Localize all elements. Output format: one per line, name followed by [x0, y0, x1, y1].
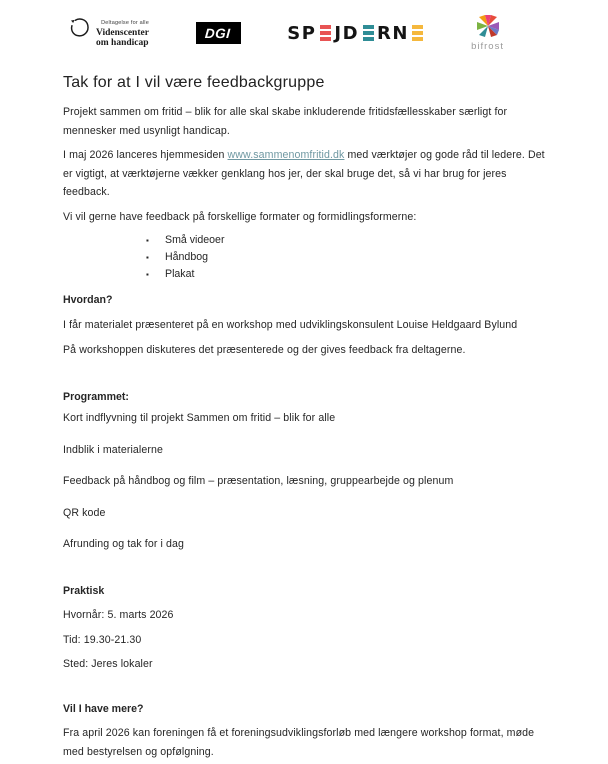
intro-paragraph-1: Projekt sammen om fritid – blik for alle skal skabe inkluderende fritidsfællesskaber særligt for mennesker med usynligt handicap. — [63, 106, 508, 137]
intro-paragraph-2-post: med værktøjer og gode råd til ledere. Det er vigtigt, at værktøjerne vækker genklang hos jer, der skal bruge det, så vi har brug for jeres feedback. — [63, 149, 545, 198]
format-item-label: Håndbog — [165, 251, 209, 263]
programmet-heading: Programmet: — [63, 390, 129, 403]
format-item-label: Små videoer — [165, 234, 225, 246]
praktisk-item-time: Tid: 19.30-21.30 — [63, 633, 142, 646]
list-item — [146, 249, 546, 266]
programmet-item: Indblik i materialerne — [63, 443, 163, 456]
hvordan-paragraph-2: På workshoppen diskuteres det præsenterede og der gives feedback fra deltagerne. — [63, 344, 466, 356]
intro-paragraph-2 — [63, 146, 546, 202]
bifrost-logo-label: bifrost — [471, 41, 504, 52]
videnscenter-text — [96, 17, 149, 49]
videnscenter-name-line2: om handicap — [96, 38, 149, 49]
programmet-item: Kort indflyvning til projekt Sammen om fritid – blik for alle — [63, 412, 336, 424]
hvordan-heading: Hvordan? — [63, 294, 113, 306]
videnscenter-logo — [69, 17, 149, 49]
list-item — [146, 266, 546, 283]
bullet-icon: ▪ — [146, 253, 149, 262]
sammenomfritid-link[interactable]: www.sammenomfritid.dk — [227, 149, 345, 161]
spejderne-letters-rn: RN — [377, 22, 409, 44]
logo-band — [69, 10, 504, 56]
spejderne-e-teal-icon — [363, 25, 374, 41]
format-item-label: Plakat — [165, 268, 195, 280]
bifrost-logo — [471, 14, 504, 52]
programmet-item: Afrunding og tak for i dag — [63, 538, 184, 550]
intro-paragraph-3: Vi vil gerne have feedback på forskellige formater og formidlingsformerne: — [63, 210, 417, 223]
hvordan-paragraph-1: I får materialet præsenteret på en workshop med udviklingskonsulent Louise Heldgaard Bylund — [63, 318, 518, 331]
bullet-icon: ▪ — [146, 270, 149, 279]
page-title: Tak for at I vil være feedbackgruppe — [63, 74, 325, 91]
bullet-icon: ▪ — [146, 236, 149, 245]
videnscenter-tagline: Deltagelse for alle — [101, 20, 149, 27]
spejderne-letters-sp: SP — [287, 22, 317, 44]
spejderne-letters-jd: JD — [334, 22, 360, 44]
spejderne-e-yellow-icon — [412, 25, 423, 41]
formats-list — [146, 232, 546, 283]
bifrost-mark-icon — [475, 14, 501, 40]
dgi-logo — [196, 22, 241, 44]
intro-paragraph-2-pre: I maj 2026 lanceres hjemmesiden — [63, 149, 228, 161]
dgi-logo-label: DGI — [204, 25, 232, 41]
programmet-item: QR kode — [63, 506, 106, 519]
spejderne-e-red-icon — [320, 25, 331, 41]
videnscenter-circle-icon — [69, 17, 91, 39]
videnscenter-name-line1: Videnscenter — [96, 27, 149, 38]
spejderne-logo — [287, 23, 424, 44]
mere-paragraph: Fra april 2026 kan foreningen få et foreningsudviklingsforløb med længere workshop format, møde med bestyrelsen og opfølgning. — [63, 727, 535, 758]
list-item — [146, 232, 546, 249]
programmet-item: Feedback på håndbog og film – præsentation, læsning, gruppearbejde og plenum — [63, 475, 454, 487]
praktisk-item-place: Sted: Jeres lokaler — [63, 658, 153, 670]
praktisk-heading: Praktisk — [63, 584, 105, 597]
praktisk-item-date: Hvornår: 5. marts 2026 — [63, 609, 174, 621]
mere-heading: Vil I have mere? — [63, 702, 144, 715]
